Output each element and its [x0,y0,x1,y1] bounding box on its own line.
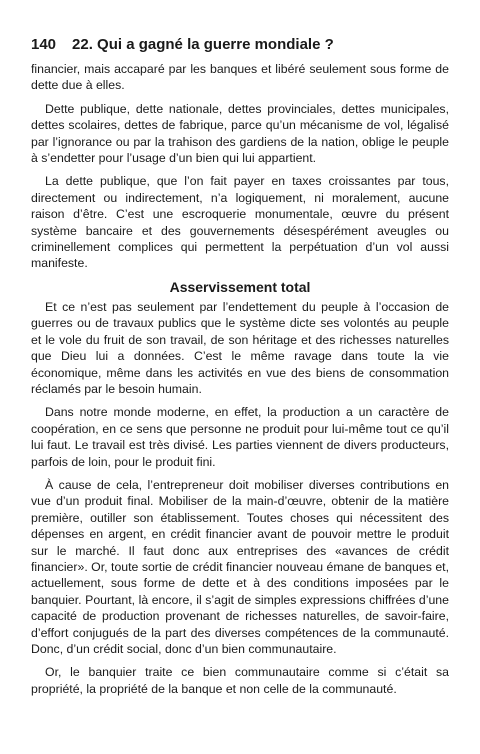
book-page [31,36,449,704]
paragraph: À cause de cela, l’entrepreneur doit mobiliser diverses contributions en vue d’un produit final. Mobiliser de la main-d’œuvre, obtenir de la matière première, outiller son établissement. Toutes choses qui nécessitent des dépenses en argent, en crédit financier avant de pouvoir mettre le produit sur le marché. Il faut donc aux entreprises des «avances de crédit financier». Or, toute sortie de crédit financier nouveau émane de banques et, actuellement, sous forme de dette et à des conditions imposées par le banquier. Pourtant, là encore, il s’agit de simples expressions chiffrées d’une capacité de production provenant de richesses naturelles, de savoir-faire, d’effort conjugués de la part des diverses compétences de la communauté. Donc, d’un crédit social, donc d’un bien communautaire. [31,477,449,656]
paragraph: Dans notre monde moderne, en effet, la production a un caractère de coopération, en ce sens que personne ne produit pour lui-même tout ce qu’il lui faut. Le travail est très divisé. Les parties viennent de divers producteurs, parfois de loin, pour le produit fini. [31,405,449,469]
paragraph: Dette publique, dette nationale, dettes provinciales, dettes municipales, dettes scolaires, dettes de fabrique, parce qu’un mécanisme de vol, légalisé par l’ignorance ou par la trahison des gardiens de la nation, oblige le peuple à s’endetter pour l’usage d’un bien qui lui appartient. [31,101,449,166]
paragraph: Et ce n’est pas seulement par l’endettement du peuple à l’occasion de guerres ou de travaux publics que le système dicte ses volontés au peuple et le vole du fruit de son travail, de son héritage et des richesses naturelles que Dieu lui a données. C’est le même ravage dans toute la vie économique, même dans les activités en vue des biens de consommation réclamés par le besoin humain. [31,299,449,396]
page-number: 140 [31,36,57,53]
body-text [31,61,449,697]
running-head [31,36,449,53]
section-heading: Asservissement total [169,278,311,295]
paragraph: La dette publique, que l’on fait payer en taxes croissantes par tous, directement ou indirectement, n’a logiquement, ni moralement, aucune raison d’être. C’est une escroquerie monumentale, œuvre du présent système bancaire et des gouvernements désespérément aveugles ou criminellement complices qui permettent la perpétuation d’un vol aussi manifeste. [31,174,449,271]
paragraph: Or, le banquier traite ce bien communautaire comme si c’était sa propriété, la propriété de la banque et non celle de la communauté. [31,665,449,696]
paragraph: financier, mais accaparé par les banques et libéré seulement sous forme de dette due à elles. [31,62,449,93]
chapter-title: 22. Qui a gagné la guerre mondiale ? [72,36,334,53]
